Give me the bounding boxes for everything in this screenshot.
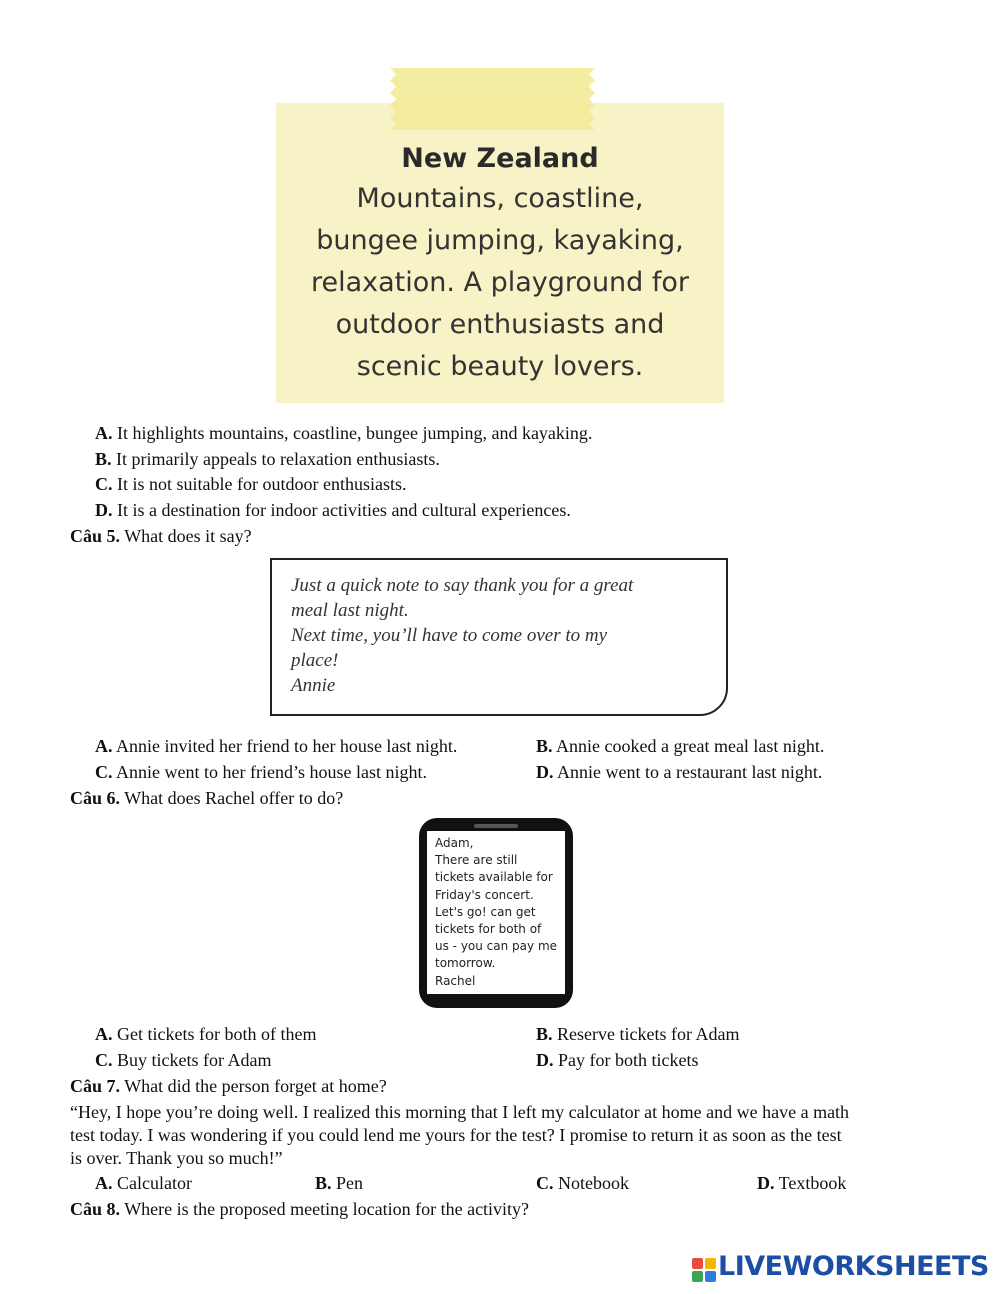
option-d[interactable]: D. Pay for both tickets [536, 1050, 699, 1070]
note-line: place! [291, 650, 339, 671]
thank-you-note-text [291, 573, 711, 698]
option-a[interactable]: A. Annie invited her friend to her house last night. [95, 736, 458, 756]
sms-line: tickets for both of [435, 922, 542, 937]
option-d[interactable]: D. Annie went to a restaurant last night. [536, 762, 823, 782]
tape-decoration [390, 68, 595, 130]
sms-line: There are still [435, 853, 518, 868]
note-line: Just a quick note to say thank you for a great [291, 575, 634, 596]
option-b[interactable]: B. It primarily appeals to relaxation enthusiasts. [95, 449, 440, 469]
option-a[interactable]: A. Calculator [95, 1173, 192, 1193]
question-7: Câu 7. What did the person forget at home? [70, 1076, 387, 1096]
note-line: scenic beauty lovers. [356, 351, 644, 382]
sms-line: tomorrow. [435, 956, 496, 971]
sms-line: Let's go! can get [435, 904, 536, 919]
note-title: New Zealand [401, 143, 599, 174]
option-c[interactable]: C. Buy tickets for Adam [95, 1050, 272, 1070]
option-a[interactable]: A. Get tickets for both of them [95, 1024, 317, 1044]
text-message [435, 835, 561, 990]
option-c[interactable]: C. Annie went to her friend’s house last night. [95, 762, 427, 782]
option-d[interactable]: D. Textbook [757, 1173, 847, 1193]
option-c[interactable]: C. Notebook [536, 1173, 629, 1193]
new-zealand-note-text [276, 140, 724, 388]
note-line: Mountains, coastline, [356, 183, 644, 214]
note-line: meal last night. [291, 600, 409, 621]
question-8: Câu 8. Where is the proposed meeting location for the activity? [70, 1199, 530, 1219]
note-line: bungee jumping, kayaking, [316, 225, 684, 256]
option-a[interactable]: A. It highlights mountains, coastline, bungee jumping, and kayaking. [95, 423, 593, 443]
note-line: Annie [291, 675, 336, 696]
passage-line: test today. I was wondering if you could lend me yours for the test? I promise to return it as soon as the test [70, 1125, 842, 1145]
passage-line: “Hey, I hope you’re doing well. I realized this morning that I left my calculator at home and we have a math [70, 1102, 850, 1122]
liveworksheets-logo-text: LIVEWORKSHEETS [718, 1251, 989, 1282]
option-d[interactable]: D. It is a destination for indoor activities and cultural experiences. [95, 500, 571, 520]
sms-line: Rachel [435, 973, 476, 988]
sms-line: Friday's concert. [435, 887, 534, 902]
passage-line: is over. Thank you so much!” [70, 1148, 283, 1168]
option-b[interactable]: B. Pen [315, 1173, 364, 1193]
question-6: Câu 6. What does Rachel offer to do? [70, 788, 344, 808]
sms-line: tickets available for [435, 870, 553, 885]
option-b[interactable]: B. Reserve tickets for Adam [536, 1024, 740, 1044]
sms-line: us - you can pay me [435, 939, 558, 954]
question-5: Câu 5. What does it say? [70, 526, 252, 546]
note-line: relaxation. A playground for [310, 267, 690, 298]
note-line: Next time, you’ll have to come over to my [291, 625, 608, 646]
liveworksheets-logo-icon [692, 1258, 716, 1282]
option-c[interactable]: C. It is not suitable for outdoor enthusiasts. [95, 474, 407, 494]
option-b[interactable]: B. Annie cooked a great meal last night. [536, 736, 825, 756]
phone-speaker [474, 824, 518, 828]
sms-line: Adam, [435, 836, 474, 850]
note-line: outdoor enthusiasts and [335, 309, 665, 340]
